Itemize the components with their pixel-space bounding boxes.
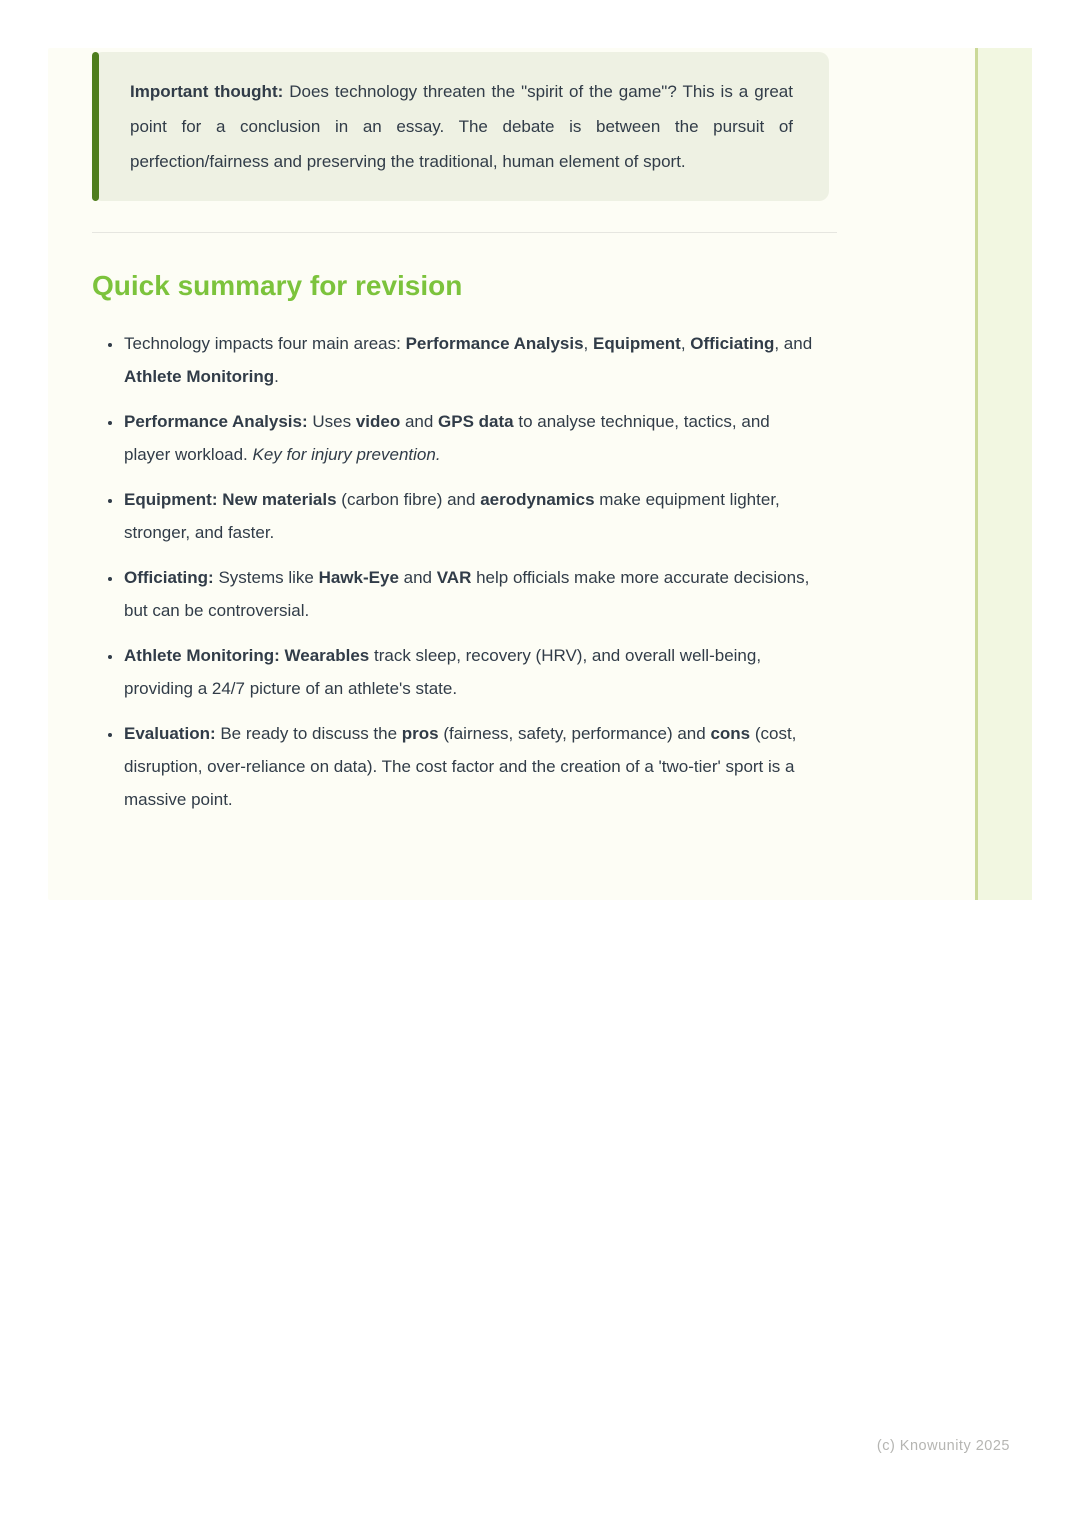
list-item: • Evaluation: Be ready to discuss the pros (fairness, safety, performance) and cons (cost, disruption, over-reliance on data). The cost factor and the creation of a 'two-tier' sport is a massive point. — [123, 717, 815, 816]
callout-text: Important thought: Does technology threaten the "spirit of the game"? This is a great point for a conclusion in an essay. The debate is between the pursuit of perfection/fairness and preserving the traditional, human element of sport. — [130, 82, 793, 171]
list-item: • Officiating: Systems like Hawk-Eye and VAR help officials make more accurate decisions, but can be controversial. — [123, 561, 815, 627]
summary-list — [92, 327, 815, 816]
notes-document-page — [48, 48, 1032, 900]
decorative-side-strip — [975, 48, 1032, 900]
copyright-note: (c) Knowunity 2025 — [876, 1438, 1010, 1454]
list-item: • Technology impacts four main areas: Performance Analysis, Equipment, Officiating, and Athlete Monitoring. — [123, 327, 815, 393]
list-item: • Equipment: New materials (carbon fibre) and aerodynamics make equipment lighter, stronger, and faster. — [123, 483, 815, 549]
important-thought-callout — [92, 52, 829, 201]
list-item: • Performance Analysis: Uses video and GPS data to analyse technique, tactics, and player workload. Key for injury prevention. — [123, 405, 815, 471]
section-heading: Quick summary for revision — [92, 270, 463, 301]
list-item: • Athlete Monitoring: Wearables track sleep, recovery (HRV), and overall well-being, providing a 24/7 picture of an athlete's state. — [123, 639, 815, 705]
callout-accent-bar — [92, 52, 99, 201]
section-divider — [92, 232, 837, 233]
